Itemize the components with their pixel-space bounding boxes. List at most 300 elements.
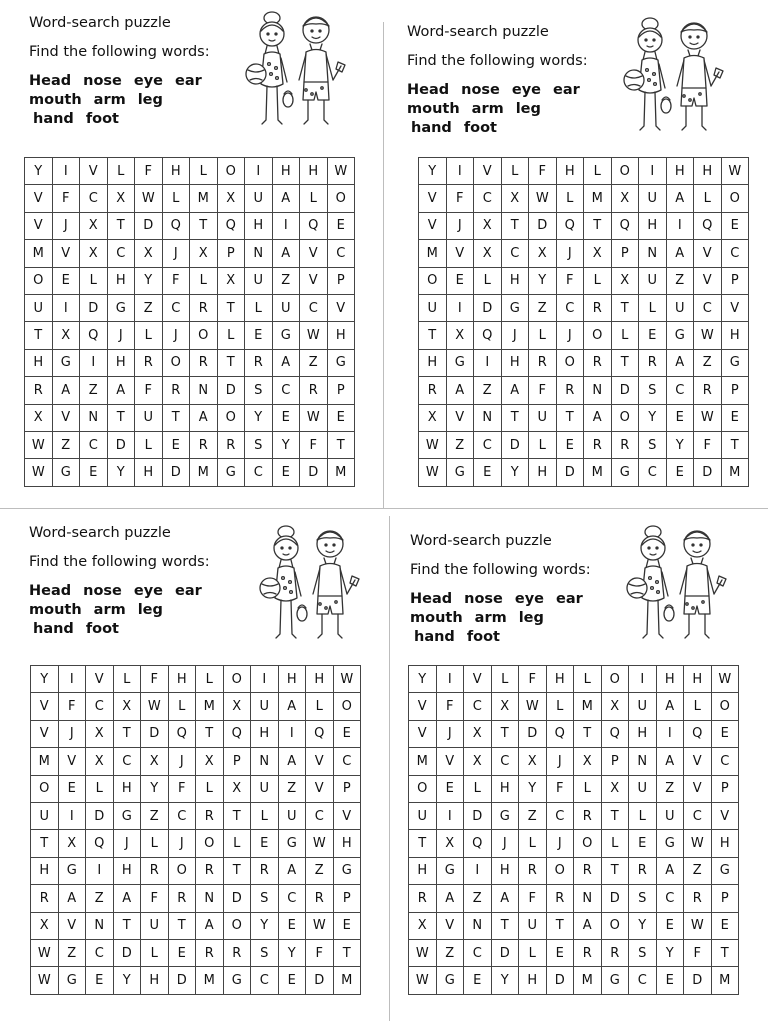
grid-cell: S: [251, 885, 279, 912]
grid-cell: V: [464, 666, 492, 693]
grid-cell: A: [574, 912, 602, 939]
word-item: arm: [93, 602, 126, 618]
grid-cell: E: [52, 267, 80, 294]
grid-cell: T: [584, 212, 612, 239]
grid-cell: A: [656, 857, 684, 884]
grid-cell: R: [300, 377, 328, 404]
grid-cell: N: [190, 377, 218, 404]
grid-row: [419, 431, 749, 458]
grid-cell: J: [162, 240, 190, 267]
grid-cell: L: [251, 802, 279, 829]
grid-cell: D: [684, 967, 712, 994]
grid-row: [419, 294, 749, 321]
grid-cell: I: [639, 158, 667, 185]
word-item: arm: [474, 610, 507, 626]
grid-cell: L: [86, 775, 114, 802]
grid-cell: L: [574, 775, 602, 802]
grid-row: [25, 212, 355, 239]
grid-cell: P: [333, 775, 361, 802]
grid-cell: D: [474, 294, 502, 321]
grid-cell: A: [107, 377, 135, 404]
grid-cell: X: [474, 240, 502, 267]
grid-cell: Y: [272, 431, 300, 458]
grid-cell: E: [629, 830, 657, 857]
grid-cell: E: [446, 267, 474, 294]
grid-cell: M: [327, 459, 355, 486]
puzzle-title: Word-search puzzle: [410, 533, 552, 549]
grid-cell: O: [217, 158, 245, 185]
grid-cell: O: [409, 775, 437, 802]
grid-cell: D: [601, 885, 629, 912]
grid-cell: L: [501, 158, 529, 185]
grid-cell: Q: [300, 212, 328, 239]
grid-cell: R: [419, 377, 447, 404]
grid-cell: Q: [223, 720, 251, 747]
grid-cell: R: [190, 294, 218, 321]
grid-cell: I: [272, 212, 300, 239]
grid-row: [31, 885, 361, 912]
grid-cell: V: [436, 912, 464, 939]
grid-row: [25, 431, 355, 458]
grid-cell: E: [168, 939, 196, 966]
grid-cell: I: [436, 666, 464, 693]
grid-cell: A: [491, 885, 519, 912]
grid-cell: L: [574, 666, 602, 693]
grid-cell: C: [546, 802, 574, 829]
grid-cell: Z: [684, 857, 712, 884]
word-item: leg: [137, 92, 163, 108]
word-item: eye: [133, 73, 164, 89]
grid-cell: X: [135, 240, 163, 267]
grid-cell: T: [168, 912, 196, 939]
grid-cell: P: [223, 748, 251, 775]
grid-cell: D: [223, 885, 251, 912]
grid-cell: C: [666, 377, 694, 404]
grid-row: [419, 240, 749, 267]
grid-cell: H: [31, 857, 59, 884]
grid-cell: I: [251, 666, 279, 693]
grid-cell: E: [272, 459, 300, 486]
two-children-swimwear-icon: [236, 4, 348, 140]
grid-row: [25, 158, 355, 185]
grid-cell: Z: [306, 857, 334, 884]
grid-cell: M: [196, 967, 224, 994]
puzzle-instruction: Find the following words:: [29, 554, 210, 570]
grid-cell: D: [546, 967, 574, 994]
grid-cell: J: [446, 212, 474, 239]
word-item: arm: [471, 101, 504, 117]
grid-cell: L: [245, 294, 273, 321]
word-list: [29, 72, 214, 129]
grid-cell: J: [107, 322, 135, 349]
grid-cell: U: [135, 404, 163, 431]
grid-cell: V: [474, 158, 502, 185]
grid-cell: R: [25, 377, 53, 404]
grid-cell: X: [601, 775, 629, 802]
grid-cell: U: [629, 693, 657, 720]
grid-row: [25, 349, 355, 376]
grid-row: [419, 377, 749, 404]
grid-cell: T: [711, 939, 739, 966]
grid-cell: J: [113, 830, 141, 857]
grid-cell: W: [300, 404, 328, 431]
grid-cell: E: [711, 720, 739, 747]
grid-cell: C: [272, 377, 300, 404]
grid-cell: H: [113, 775, 141, 802]
grid-cell: D: [464, 802, 492, 829]
word-item: foot: [85, 111, 119, 127]
grid-cell: L: [556, 185, 584, 212]
grid-cell: R: [190, 349, 218, 376]
grid-cell: Z: [300, 349, 328, 376]
grid-row: [409, 775, 739, 802]
grid-cell: G: [327, 349, 355, 376]
grid-cell: E: [721, 212, 749, 239]
word-item: ear: [175, 73, 202, 89]
grid-cell: D: [300, 459, 328, 486]
grid-cell: E: [333, 912, 361, 939]
grid-cell: U: [245, 185, 273, 212]
two-children-swimwear-icon: [617, 518, 729, 654]
word-item: hand: [33, 621, 74, 637]
word-list-line: [29, 582, 214, 601]
grid-cell: R: [245, 349, 273, 376]
grid-cell: V: [409, 720, 437, 747]
word-list-line: [29, 601, 214, 620]
grid-cell: D: [306, 967, 334, 994]
grid-cell: T: [501, 212, 529, 239]
grid-cell: E: [656, 912, 684, 939]
grid-cell: L: [135, 322, 163, 349]
grid-cell: Z: [656, 775, 684, 802]
grid-cell: U: [419, 294, 447, 321]
grid-cell: E: [251, 830, 279, 857]
word-list-line: [407, 119, 592, 138]
grid-cell: E: [245, 322, 273, 349]
grid-cell: G: [446, 459, 474, 486]
grid-cell: M: [711, 967, 739, 994]
grid-cell: F: [546, 775, 574, 802]
grid-cell: F: [556, 267, 584, 294]
grid-cell: Z: [80, 377, 108, 404]
grid-cell: X: [574, 748, 602, 775]
grid-cell: R: [409, 885, 437, 912]
grid-cell: V: [694, 267, 722, 294]
grid-cell: W: [409, 967, 437, 994]
grid-cell: Q: [306, 720, 334, 747]
grid-cell: I: [464, 857, 492, 884]
grid-cell: I: [86, 857, 114, 884]
word-item: Head: [29, 583, 72, 599]
grid-row: [25, 240, 355, 267]
grid-cell: A: [501, 377, 529, 404]
grid-cell: C: [80, 185, 108, 212]
word-list-line: [407, 100, 592, 119]
grid-cell: X: [464, 720, 492, 747]
grid-cell: L: [190, 267, 218, 294]
grid-cell: H: [272, 158, 300, 185]
puzzle-title: Word-search puzzle: [29, 525, 171, 541]
grid-cell: Y: [629, 912, 657, 939]
grid-cell: C: [491, 748, 519, 775]
grid-cell: L: [584, 158, 612, 185]
grid-cell: O: [31, 775, 59, 802]
grid-cell: R: [196, 939, 224, 966]
grid-cell: H: [546, 666, 574, 693]
grid-cell: U: [251, 775, 279, 802]
grid-cell: U: [272, 294, 300, 321]
grid-cell: R: [556, 377, 584, 404]
grid-cell: Y: [409, 666, 437, 693]
grid-cell: D: [501, 431, 529, 458]
grid-cell: P: [721, 267, 749, 294]
grid-cell: S: [629, 939, 657, 966]
grid-cell: X: [217, 267, 245, 294]
grid-cell: R: [639, 349, 667, 376]
grid-cell: V: [721, 294, 749, 321]
grid-cell: H: [529, 459, 557, 486]
grid-cell: F: [529, 377, 557, 404]
grid-cell: T: [419, 322, 447, 349]
grid-cell: H: [629, 720, 657, 747]
grid-cell: F: [694, 431, 722, 458]
grid-cell: E: [556, 431, 584, 458]
grid-cell: V: [58, 912, 86, 939]
grid-cell: W: [419, 459, 447, 486]
grid-row: [409, 857, 739, 884]
grid-cell: H: [694, 158, 722, 185]
grid-cell: H: [300, 158, 328, 185]
grid-cell: H: [162, 158, 190, 185]
grid-cell: E: [80, 459, 108, 486]
grid-cell: C: [474, 431, 502, 458]
grid-cell: Q: [162, 212, 190, 239]
grid-cell: G: [501, 294, 529, 321]
word-item: nose: [83, 73, 122, 89]
word-list: [410, 590, 595, 647]
grid-cell: F: [529, 158, 557, 185]
grid-cell: L: [529, 431, 557, 458]
word-item: ear: [553, 82, 580, 98]
grid-row: [419, 349, 749, 376]
grid-cell: V: [25, 185, 53, 212]
grid-cell: U: [31, 802, 59, 829]
grid-cell: L: [217, 322, 245, 349]
grid-cell: R: [574, 802, 602, 829]
grid-cell: Y: [666, 431, 694, 458]
grid-cell: D: [491, 939, 519, 966]
grid-cell: T: [113, 720, 141, 747]
grid-cell: V: [300, 240, 328, 267]
grid-cell: D: [529, 212, 557, 239]
grid-cell: E: [666, 459, 694, 486]
grid-cell: X: [107, 185, 135, 212]
grid-cell: M: [574, 693, 602, 720]
grid-row: [25, 322, 355, 349]
grid-cell: O: [190, 322, 218, 349]
grid-cell: L: [168, 693, 196, 720]
word-item: leg: [518, 610, 544, 626]
grid-cell: I: [446, 294, 474, 321]
grid-cell: D: [141, 720, 169, 747]
grid-row: [31, 802, 361, 829]
grid-row: [25, 377, 355, 404]
grid-cell: R: [584, 431, 612, 458]
grid-cell: X: [409, 912, 437, 939]
grid-cell: G: [333, 857, 361, 884]
grid-cell: L: [491, 666, 519, 693]
grid-cell: X: [464, 748, 492, 775]
grid-cell: W: [519, 693, 547, 720]
word-item: mouth: [407, 101, 460, 117]
grid-cell: X: [529, 240, 557, 267]
grid-cell: L: [639, 294, 667, 321]
grid-cell: G: [446, 349, 474, 376]
grid-cell: W: [684, 912, 712, 939]
grid-cell: Y: [31, 666, 59, 693]
grid-cell: W: [333, 666, 361, 693]
grid-cell: Y: [251, 912, 279, 939]
grid-cell: Z: [446, 431, 474, 458]
grid-cell: V: [25, 212, 53, 239]
grid-cell: O: [556, 349, 584, 376]
grid-cell: Y: [25, 158, 53, 185]
grid-cell: R: [684, 885, 712, 912]
grid-row: [31, 775, 361, 802]
grid-cell: H: [251, 720, 279, 747]
grid-cell: A: [666, 240, 694, 267]
grid-cell: O: [333, 693, 361, 720]
grid-row: [409, 720, 739, 747]
grid-cell: C: [162, 294, 190, 321]
grid-row: [409, 939, 739, 966]
grid-cell: J: [58, 720, 86, 747]
grid-cell: L: [162, 185, 190, 212]
grid-cell: P: [711, 775, 739, 802]
grid-cell: E: [639, 322, 667, 349]
grid-cell: Z: [58, 939, 86, 966]
grid-cell: C: [639, 459, 667, 486]
grid-cell: W: [306, 830, 334, 857]
word-item: ear: [175, 583, 202, 599]
grid-cell: G: [58, 967, 86, 994]
grid-cell: R: [306, 885, 334, 912]
grid-cell: C: [245, 459, 273, 486]
grid-cell: E: [58, 775, 86, 802]
two-children-swimwear-icon: [614, 10, 726, 146]
grid-cell: C: [306, 802, 334, 829]
grid-cell: M: [721, 459, 749, 486]
grid-cell: I: [278, 720, 306, 747]
grid-cell: W: [31, 939, 59, 966]
grid-cell: H: [684, 666, 712, 693]
grid-cell: H: [519, 967, 547, 994]
grid-cell: A: [656, 693, 684, 720]
grid-cell: L: [80, 267, 108, 294]
grid-cell: W: [409, 939, 437, 966]
grid-cell: T: [556, 404, 584, 431]
grid-cell: J: [556, 322, 584, 349]
grid-cell: Z: [474, 377, 502, 404]
kids-illustration: [236, 4, 348, 140]
grid-cell: F: [519, 666, 547, 693]
grid-cell: W: [327, 158, 355, 185]
grid-cell: R: [31, 885, 59, 912]
grid-row: [25, 404, 355, 431]
grid-cell: D: [135, 212, 163, 239]
grid-cell: Q: [464, 830, 492, 857]
grid-cell: O: [223, 912, 251, 939]
grid-cell: O: [601, 912, 629, 939]
grid-cell: O: [546, 857, 574, 884]
grid-cell: R: [529, 349, 557, 376]
puzzle-instruction: Find the following words:: [407, 53, 588, 69]
grid-cell: W: [25, 459, 53, 486]
grid-cell: L: [684, 693, 712, 720]
grid-cell: G: [436, 857, 464, 884]
grid-cell: G: [721, 349, 749, 376]
grid-cell: C: [80, 431, 108, 458]
grid-cell: T: [491, 912, 519, 939]
grid-cell: L: [135, 431, 163, 458]
grid-cell: T: [107, 212, 135, 239]
grid-row: [31, 857, 361, 884]
grid-row: [409, 748, 739, 775]
grid-cell: D: [86, 802, 114, 829]
grid-cell: R: [584, 349, 612, 376]
grid-cell: C: [629, 967, 657, 994]
grid-row: [409, 693, 739, 720]
grid-cell: M: [584, 185, 612, 212]
grid-cell: S: [639, 431, 667, 458]
grid-row: [31, 720, 361, 747]
grid-cell: G: [491, 802, 519, 829]
grid-cell: C: [656, 885, 684, 912]
grid-cell: F: [306, 939, 334, 966]
grid-cell: T: [611, 294, 639, 321]
grid-cell: L: [464, 775, 492, 802]
grid-cell: V: [306, 775, 334, 802]
grid-cell: F: [519, 885, 547, 912]
grid-cell: M: [574, 967, 602, 994]
grid-cell: U: [629, 775, 657, 802]
grid-cell: S: [251, 939, 279, 966]
grid-cell: T: [491, 720, 519, 747]
grid-cell: W: [711, 666, 739, 693]
grid-cell: X: [86, 720, 114, 747]
grid-cell: R: [546, 885, 574, 912]
grid-cell: A: [666, 185, 694, 212]
grid-cell: I: [666, 212, 694, 239]
grid-cell: X: [419, 404, 447, 431]
grid-cell: C: [684, 802, 712, 829]
grid-cell: U: [141, 912, 169, 939]
grid-cell: T: [574, 720, 602, 747]
grid-row: [419, 185, 749, 212]
grid-cell: L: [113, 666, 141, 693]
grid-cell: E: [333, 720, 361, 747]
grid-cell: O: [711, 693, 739, 720]
grid-cell: I: [245, 158, 273, 185]
grid-row: [409, 830, 739, 857]
grid-cell: H: [409, 857, 437, 884]
grid-cell: J: [168, 830, 196, 857]
grid-cell: X: [436, 830, 464, 857]
grid-cell: X: [113, 693, 141, 720]
grid-cell: W: [529, 185, 557, 212]
grid-cell: I: [80, 349, 108, 376]
grid-cell: T: [601, 802, 629, 829]
